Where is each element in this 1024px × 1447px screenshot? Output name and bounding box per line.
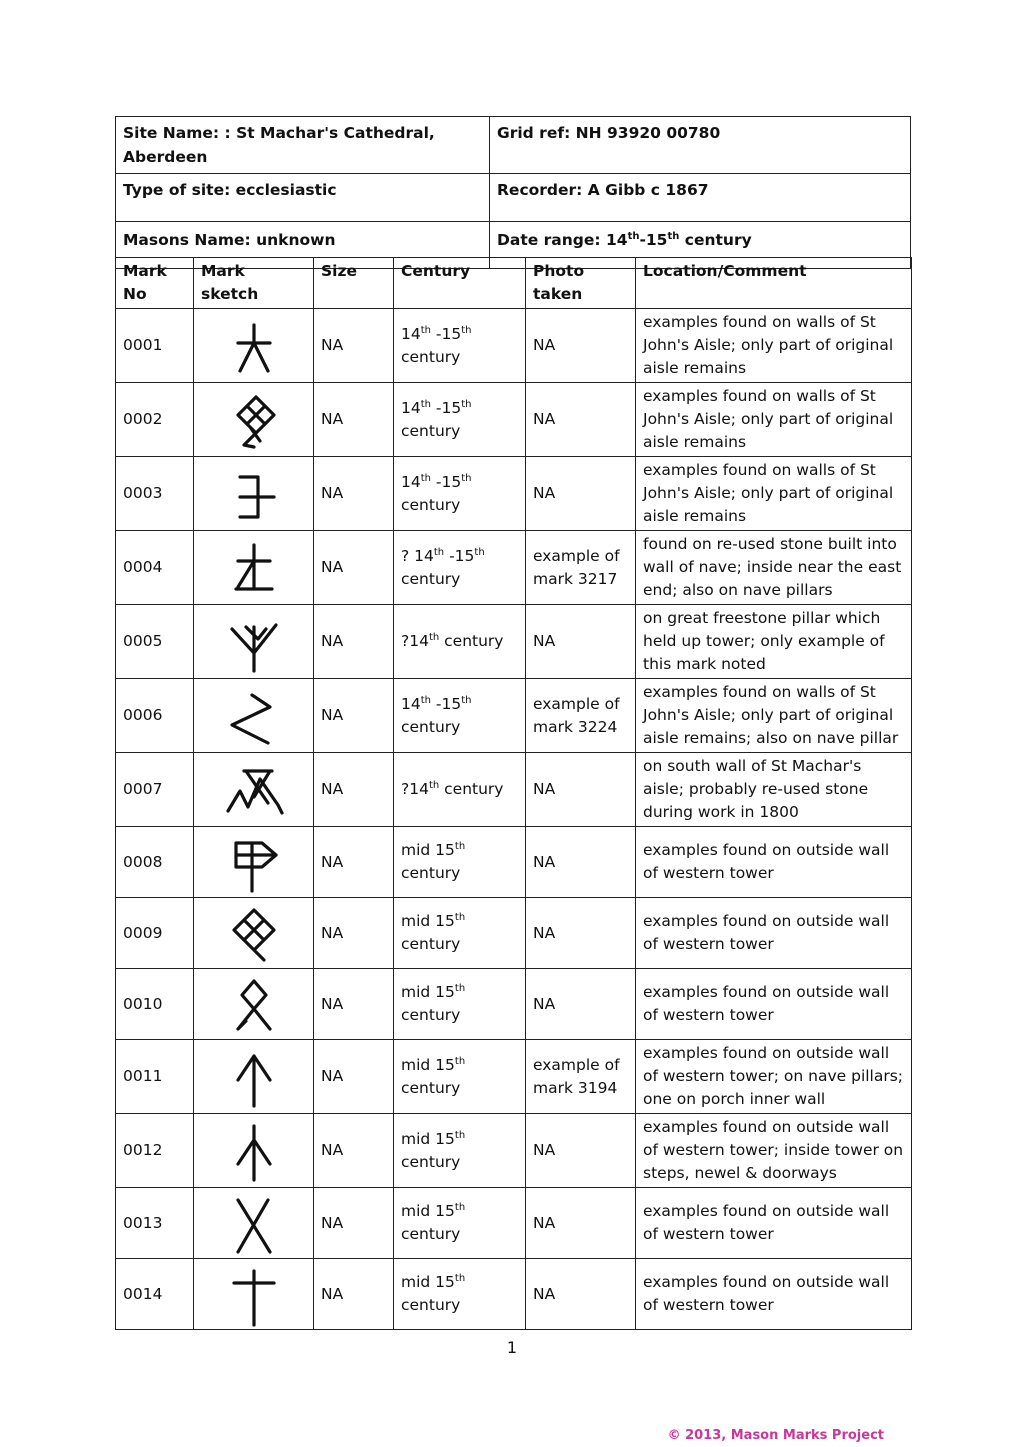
recorder: Recorder: A Gibb c 1867 <box>497 181 709 199</box>
col-size: Size <box>314 258 394 309</box>
mark-size: NA <box>314 969 394 1040</box>
mark-sketch <box>194 753 314 827</box>
mark-no: 0004 <box>116 531 194 605</box>
mark-0007-icon <box>224 757 284 823</box>
mark-century: 14th -15th century <box>394 457 526 531</box>
mark-size: NA <box>314 1114 394 1188</box>
mark-size: NA <box>314 827 394 898</box>
mark-sketch <box>194 309 314 383</box>
col-mark-sketch: Mark sketch <box>194 258 314 309</box>
mark-no: 0009 <box>116 898 194 969</box>
date-range: Date range: 14th-15th century <box>497 230 752 249</box>
mark-size: NA <box>314 383 394 457</box>
mark-photo: example of mark 3217 <box>526 531 636 605</box>
mark-sketch <box>194 827 314 898</box>
table-header-row <box>116 258 912 309</box>
mark-century: 14th -15th century <box>394 309 526 383</box>
mark-0005-icon <box>224 609 284 675</box>
mark-comment: examples found on outside wall of western tower <box>636 827 912 898</box>
grid-ref: Grid ref: NH 93920 00780 <box>497 124 721 142</box>
header-row-site <box>116 117 910 174</box>
mark-size: NA <box>314 457 394 531</box>
mark-0009-icon <box>224 900 284 966</box>
table-row <box>116 605 912 679</box>
table-row <box>116 1188 912 1259</box>
mark-century: mid 15th century <box>394 898 526 969</box>
mark-sketch <box>194 1114 314 1188</box>
mark-photo: NA <box>526 605 636 679</box>
mark-comment: on great freestone pillar which held up tower; only example of this mark noted <box>636 605 912 679</box>
mark-comment: examples found on outside wall of western tower <box>636 1259 912 1330</box>
mark-0006-icon <box>224 683 284 749</box>
mark-no: 0008 <box>116 827 194 898</box>
mark-comment: examples found on outside wall of western tower; inside tower on steps, newel & doorways <box>636 1114 912 1188</box>
mark-comment: examples found on walls of St John's Aisle; only part of original aisle remains <box>636 383 912 457</box>
mark-comment: on south wall of St Machar's aisle; probably re-used stone during work in 1800 <box>636 753 912 827</box>
table-row <box>116 1114 912 1188</box>
mark-photo: example of mark 3224 <box>526 679 636 753</box>
mark-0003-icon <box>224 461 284 527</box>
mark-size: NA <box>314 1188 394 1259</box>
mark-no: 0010 <box>116 969 194 1040</box>
mark-sketch <box>194 1040 314 1114</box>
table-row <box>116 1259 912 1330</box>
table-row <box>116 531 912 605</box>
mark-no: 0014 <box>116 1259 194 1330</box>
mark-century: mid 15th century <box>394 1259 526 1330</box>
mark-no: 0011 <box>116 1040 194 1114</box>
mark-sketch <box>194 383 314 457</box>
mark-no: 0013 <box>116 1188 194 1259</box>
mark-century: ? 14th -15th century <box>394 531 526 605</box>
mark-comment: found on re-used stone built into wall of nave; inside near the east end; also on nave pillars <box>636 531 912 605</box>
mark-no: 0007 <box>116 753 194 827</box>
mark-0002-icon <box>224 387 284 453</box>
site-type: Type of site: ecclesiastic <box>116 174 490 221</box>
mark-photo: NA <box>526 457 636 531</box>
mark-photo: NA <box>526 753 636 827</box>
mark-no: 0003 <box>116 457 194 531</box>
mark-comment: examples found on outside wall of western tower <box>636 969 912 1040</box>
mark-no: 0012 <box>116 1114 194 1188</box>
table-row <box>116 679 912 753</box>
mark-comment: examples found on outside wall of western tower <box>636 898 912 969</box>
mark-0014-icon <box>224 1261 284 1327</box>
mark-sketch <box>194 969 314 1040</box>
mark-no: 0005 <box>116 605 194 679</box>
mark-sketch <box>194 1259 314 1330</box>
mark-photo: example of mark 3194 <box>526 1040 636 1114</box>
mark-0004-icon <box>224 535 284 601</box>
mark-sketch <box>194 1188 314 1259</box>
marks-table <box>115 257 912 1330</box>
mark-sketch <box>194 679 314 753</box>
page-number: 1 <box>506 1338 518 1357</box>
table-row <box>116 969 912 1040</box>
col-century: Century <box>394 258 526 309</box>
mark-century: mid 15th century <box>394 1188 526 1259</box>
mark-comment: examples found on walls of St John's Aisle; only part of original aisle remains; also on nave pillar <box>636 679 912 753</box>
mark-no: 0006 <box>116 679 194 753</box>
mark-photo: NA <box>526 827 636 898</box>
mark-comment: examples found on outside wall of western tower; on nave pillars; one on porch inner wall <box>636 1040 912 1114</box>
mark-no: 0002 <box>116 383 194 457</box>
mark-photo: NA <box>526 309 636 383</box>
mark-0011-icon <box>224 1044 284 1110</box>
mark-photo: NA <box>526 898 636 969</box>
mark-0008-icon <box>224 829 284 895</box>
table-row <box>116 309 912 383</box>
col-location: Location/Comment <box>636 258 912 309</box>
mark-comment: examples found on outside wall of western tower <box>636 1188 912 1259</box>
mark-century: 14th -15th century <box>394 679 526 753</box>
table-row <box>116 457 912 531</box>
mark-0001-icon <box>224 313 284 379</box>
mark-size: NA <box>314 309 394 383</box>
mark-sketch <box>194 898 314 969</box>
mark-photo: NA <box>526 1259 636 1330</box>
table-row <box>116 827 912 898</box>
masons-name: Masons Name: unknown <box>116 222 490 268</box>
mark-century: mid 15th century <box>394 1114 526 1188</box>
mark-size: NA <box>314 898 394 969</box>
table-row <box>116 753 912 827</box>
mark-photo: NA <box>526 1188 636 1259</box>
col-mark-no: Mark No <box>116 258 194 309</box>
site-header <box>115 116 911 269</box>
mark-century: mid 15th century <box>394 827 526 898</box>
mark-size: NA <box>314 679 394 753</box>
mark-size: NA <box>314 1040 394 1114</box>
mark-sketch <box>194 457 314 531</box>
mark-0013-icon <box>224 1190 284 1256</box>
mark-sketch <box>194 605 314 679</box>
mark-size: NA <box>314 1259 394 1330</box>
table-row <box>116 898 912 969</box>
col-photo: Photo taken <box>526 258 636 309</box>
site-name: Site Name: : St Machar's Cathedral, Aberdeen <box>116 117 490 173</box>
mark-photo: NA <box>526 969 636 1040</box>
mark-century: mid 15th century <box>394 969 526 1040</box>
mark-size: NA <box>314 753 394 827</box>
mark-size: NA <box>314 531 394 605</box>
copyright-notice: © 2013, Mason Marks Project <box>667 1428 884 1443</box>
mark-century: ?14th century <box>394 605 526 679</box>
mark-0010-icon <box>224 971 284 1037</box>
mark-photo: NA <box>526 1114 636 1188</box>
mark-century: mid 15th century <box>394 1040 526 1114</box>
mark-size: NA <box>314 605 394 679</box>
mark-no: 0001 <box>116 309 194 383</box>
table-row <box>116 383 912 457</box>
mark-comment: examples found on walls of St John's Aisle; only part of original aisle remains <box>636 309 912 383</box>
mark-0012-icon <box>224 1118 284 1184</box>
table-row <box>116 1040 912 1114</box>
mark-comment: examples found on walls of St John's Aisle; only part of original aisle remains <box>636 457 912 531</box>
mark-sketch <box>194 531 314 605</box>
mark-century: ?14th century <box>394 753 526 827</box>
mark-century: 14th -15th century <box>394 383 526 457</box>
header-row-type <box>116 174 910 222</box>
mark-photo: NA <box>526 383 636 457</box>
